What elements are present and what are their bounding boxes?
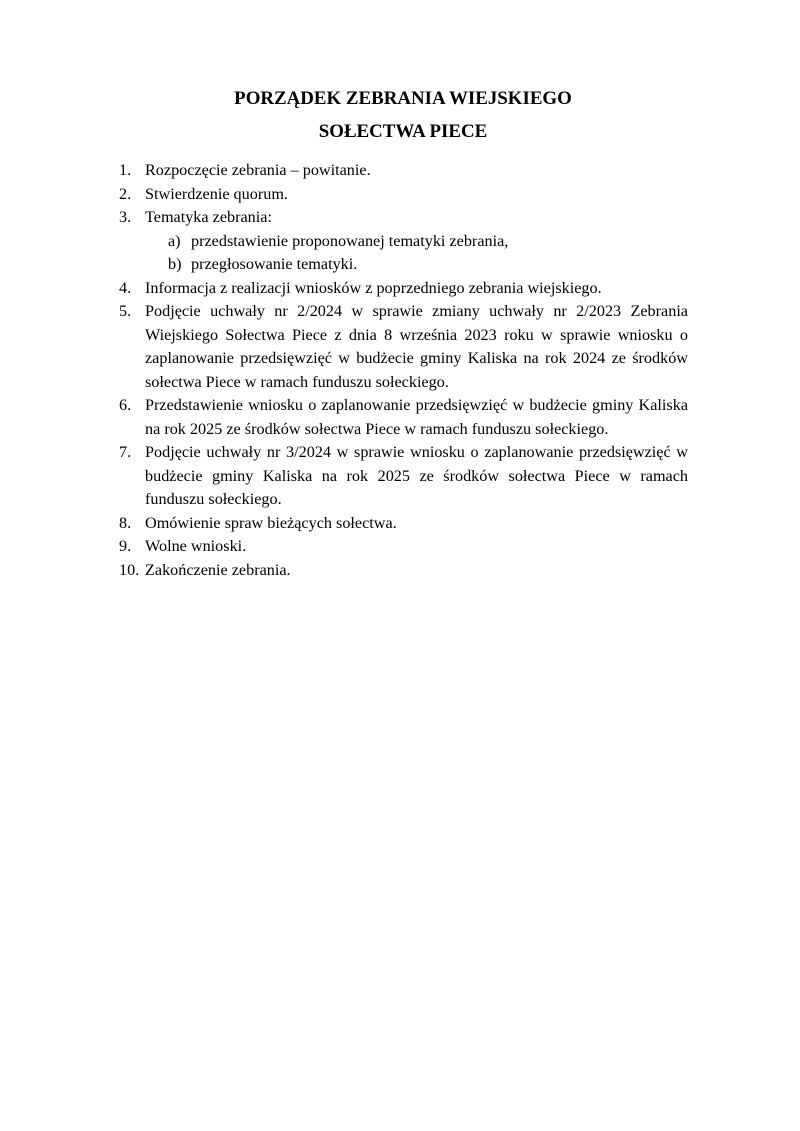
item-text: Podjęcie uchwały nr 2/2024 w sprawie zmiany uchwały nr 2/2023 Zebrania Wiejskiego Sołectwa Piece z dnia 8 września 2023 roku w sprawie wniosku o zaplanowanie przedsięwzięć w budżecie gminy Kaliska na rok 2024 ze środków sołectwa Piece w ramach funduszu sołeckiego.	[145, 302, 688, 391]
item-number: 3.	[119, 208, 132, 226]
item-text: Tematyka zebrania:	[145, 208, 272, 226]
item-text: Rozpoczęcie zebrania – powitanie.	[145, 161, 371, 179]
subitem-text: przegłosowanie tematyki.	[191, 255, 358, 273]
item-text: Podjęcie uchwały nr 3/2024 w sprawie wniosku o zaplanowanie przedsięwzięć w budżecie gminy Kaliska na rok 2025 ze środków sołectwa Piece w ramach funduszu sołeckiego.	[145, 443, 688, 508]
item-number: 10.	[119, 560, 140, 579]
agenda-item-2	[118, 183, 688, 207]
item-number: 9.	[119, 537, 132, 555]
agenda-list	[118, 159, 688, 582]
item-text: Przedstawienie wniosku o zaplanowanie przedsięwzięć w budżecie gminy Kaliska na rok 2025 ze środków sołectwa Piece w ramach funduszu sołeckiego.	[145, 396, 688, 438]
item-number: 4.	[119, 278, 132, 297]
subitem-marker: a)	[168, 231, 181, 250]
item-text: Wolne wnioski.	[145, 537, 247, 555]
item-number: 2.	[119, 184, 132, 203]
agenda-subitem-b	[168, 253, 688, 277]
item-text: Zakończenie zebrania.	[145, 560, 291, 579]
agenda-item-3	[118, 206, 688, 230]
item-number: 6.	[119, 396, 132, 414]
agenda-item-10	[118, 559, 688, 583]
item-number: 1.	[119, 161, 132, 179]
item-number: 8.	[119, 513, 132, 532]
agenda-item-9	[118, 535, 688, 559]
agenda-item-1	[118, 159, 688, 183]
subitem-text: przedstawienie proponowanej tematyki zebrania,	[191, 231, 509, 250]
agenda-item-7	[118, 441, 688, 512]
agenda-item-4	[118, 277, 688, 301]
agenda-item-3-subitems	[118, 230, 688, 277]
agenda-subitem-a	[168, 230, 688, 254]
agenda-item-8	[118, 512, 688, 536]
item-number: 5.	[119, 302, 132, 320]
item-text: Stwierdzenie quorum.	[145, 184, 288, 203]
document-subtitle: SOŁECTWA PIECE	[318, 121, 488, 142]
item-number: 7.	[119, 443, 132, 461]
item-text: Informacja z realizacji wniosków z poprzedniego zebrania wiejskiego.	[145, 278, 602, 297]
subitem-marker: b)	[168, 255, 182, 273]
agenda-item-6	[118, 394, 688, 441]
document-title: PORZĄDEK ZEBRANIA WIEJSKIEGO	[234, 88, 572, 109]
agenda-sublist	[168, 230, 688, 277]
agenda-item-5	[118, 300, 688, 394]
item-text: Omówienie spraw bieżących sołectwa.	[145, 513, 397, 532]
